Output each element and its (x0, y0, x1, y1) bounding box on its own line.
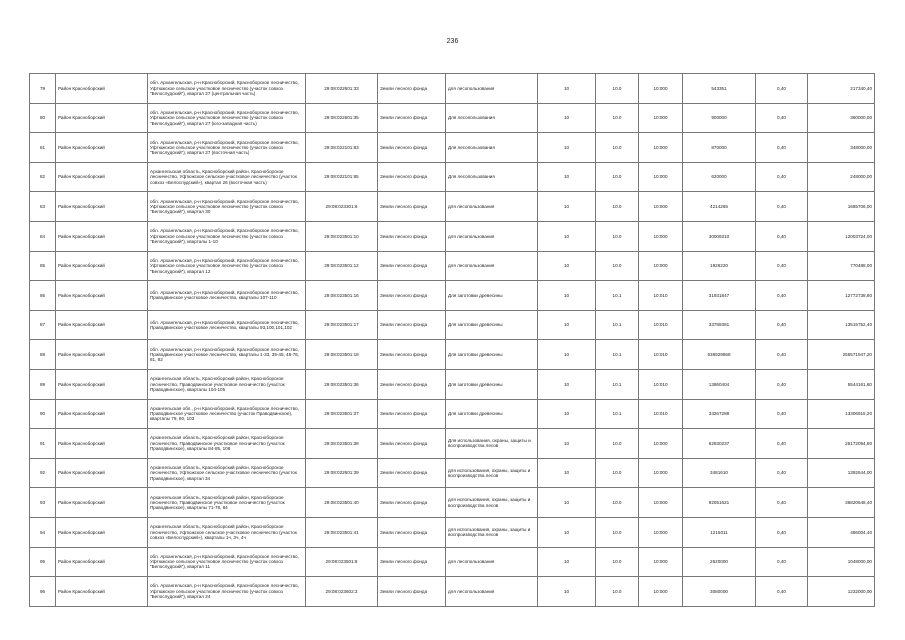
table-row (30, 340, 875, 370)
permitted-use-cell: Для лесопользования (446, 103, 538, 133)
code-2-cell: 10.0 (596, 133, 639, 163)
cadastral-value-cell: 248000,00 (808, 162, 875, 192)
permitted-use-cell: для использования, охраны, защиты и воспроизводства лесов (446, 488, 538, 518)
address-cell: Архангельская область, Красноборский район, Красноборское лесничество, Уфтюжское сельское участковое лесничество (участок совхоз «Белослудский»), квартал 26 (восточная часть) (148, 162, 306, 192)
land-category-cell: Земли лесного фонда (378, 458, 446, 488)
page-number: 236 (446, 38, 459, 45)
address-cell: Архангельская область, Красноборский район, Красноборское лесничество, Праводвинское участковое лесничество (участок Праводвинское), кварталы 84-85, 106 (148, 429, 306, 459)
table-row (30, 103, 875, 133)
row-number: 90 (30, 399, 56, 429)
code-3-cell: 10:010 (639, 369, 683, 399)
cadastral-number-cell: 29:08:022101:83 (306, 133, 378, 163)
row-number: 83 (30, 192, 56, 222)
cadastral-table (29, 73, 875, 607)
code-2-cell: 10.0 (596, 547, 639, 577)
row-number: 79 (30, 74, 56, 104)
land-category-cell: Земли лесного фонда (378, 251, 446, 281)
row-number: 81 (30, 133, 56, 163)
area-cell: 33789381 (683, 310, 756, 340)
area-cell: 33267288 (683, 399, 756, 429)
area-cell: 31931847 (683, 281, 756, 311)
table-row (30, 281, 875, 311)
table-row (30, 547, 875, 577)
row-number: 96 (30, 577, 56, 607)
cadastral-number-cell: 29:08:023501:38 (306, 429, 378, 459)
table-row (30, 517, 875, 547)
area-cell: 620000 (683, 162, 756, 192)
district-cell: Район Красноборский (56, 369, 148, 399)
code-3-cell: 10:000 (639, 133, 683, 163)
table-row (30, 369, 875, 399)
rate-cell: 0,40 (756, 458, 808, 488)
area-cell: 3080000 (683, 577, 756, 607)
code-3-cell: 10:000 (639, 547, 683, 577)
code-1-cell: 10 (538, 458, 596, 488)
cadastral-number-cell: 29:08:023501:17 (306, 310, 378, 340)
code-1-cell: 10 (538, 133, 596, 163)
code-2-cell: 10.1 (596, 399, 639, 429)
code-3-cell: 10:000 (639, 103, 683, 133)
code-3-cell: 10:000 (639, 517, 683, 547)
table-body (30, 74, 875, 607)
district-cell: Район Красноборский (56, 251, 148, 281)
cadastral-value-cell: 5544161,60 (808, 369, 875, 399)
code-1-cell: 10 (538, 162, 596, 192)
permitted-use-cell: для использования, охраны, защиты и воспроизводства лесов (446, 458, 538, 488)
code-1-cell: 10 (538, 251, 596, 281)
code-2-cell: 10.0 (596, 192, 639, 222)
cadastral-value-cell: 1685706,00 (808, 192, 875, 222)
permitted-use-cell: для лесопользования (446, 74, 538, 104)
code-1-cell: 10 (538, 429, 596, 459)
area-cell: 4214265 (683, 192, 756, 222)
land-category-cell: Земли лесного фонда (378, 192, 446, 222)
table-row (30, 251, 875, 281)
code-1-cell: 10 (538, 103, 596, 133)
code-2-cell: 10.1 (596, 340, 639, 370)
permitted-use-cell: для лесопользования (446, 547, 538, 577)
cadastral-number-cell: 29:08:022601:39 (306, 458, 378, 488)
code-3-cell: 10:010 (639, 399, 683, 429)
cadastral-value-cell: 13306915,20 (808, 399, 875, 429)
address-cell: Архангельская область, Красноборский район, Красноборское лесничество, Праводвинское участковое лесничество (участок Праводвинское), кварталы 104-105 (148, 369, 306, 399)
cadastral-value-cell: 1048000,00 (808, 547, 875, 577)
cadastral-number-cell: 29:08:023501:40 (306, 488, 378, 518)
cadastral-number-cell: 29:08:023501:37 (306, 399, 378, 429)
land-category-cell: Земли лесного фонда (378, 162, 446, 192)
code-3-cell: 10:010 (639, 340, 683, 370)
rate-cell: 0,40 (756, 251, 808, 281)
rate-cell: 0,40 (756, 547, 808, 577)
code-2-cell: 10.0 (596, 162, 639, 192)
land-category-cell: Земли лесного фонда (378, 340, 446, 370)
address-cell: обл. Архангельская, р-н Красноборский, Красноборское лесничество, Праводвинское участковое лесничество, кварталы 93,100,101,102 (148, 310, 306, 340)
permitted-use-cell: Для заготовки древесины (446, 399, 538, 429)
cadastral-value-cell: 12772738,80 (808, 281, 875, 311)
cadastral-number-cell: 29:08:023501:12 (306, 251, 378, 281)
code-3-cell: 10:010 (639, 281, 683, 311)
code-1-cell: 10 (538, 281, 596, 311)
land-category-cell: Земли лесного фонда (378, 133, 446, 163)
rate-cell: 0,40 (756, 74, 808, 104)
code-2-cell: 10.0 (596, 251, 639, 281)
code-3-cell: 10:000 (639, 74, 683, 104)
district-cell: Район Красноборский (56, 310, 148, 340)
cadastral-value-cell: 12003724,00 (808, 221, 875, 251)
code-3-cell: 10:000 (639, 192, 683, 222)
permitted-use-cell: для лесопользования (446, 192, 538, 222)
cadastral-value-cell: 360000,00 (808, 103, 875, 133)
cadastral-value-cell: 217340,40 (808, 74, 875, 104)
district-cell: Район Красноборский (56, 74, 148, 104)
permitted-use-cell: для лесопользования (446, 251, 538, 281)
code-2-cell: 10.0 (596, 221, 639, 251)
cadastral-number-cell: 29:08:023501:10 (306, 221, 378, 251)
district-cell: Район Красноборский (56, 162, 148, 192)
row-number: 92 (30, 458, 56, 488)
cadastral-number-cell: 29:08:023301:6 (306, 192, 378, 222)
land-category-cell: Земли лесного фонда (378, 103, 446, 133)
district-cell: Район Красноборский (56, 547, 148, 577)
rate-cell: 0,40 (756, 488, 808, 518)
permitted-use-cell: Для заготовки древесины (446, 340, 538, 370)
land-category-cell: Земли лесного фонда (378, 281, 446, 311)
table-row (30, 577, 875, 607)
area-cell: 3481610 (683, 458, 756, 488)
area-cell: 62930237 (683, 429, 756, 459)
code-3-cell: 10:000 (639, 221, 683, 251)
code-2-cell: 10.1 (596, 310, 639, 340)
permitted-use-cell: Для заготовки древесины (446, 310, 538, 340)
land-category-cell: Земли лесного фонда (378, 429, 446, 459)
permitted-use-cell: Для заготовки древесины (446, 281, 538, 311)
district-cell: Район Красноборский (56, 221, 148, 251)
address-cell: обл. Архангельская, р-н Красноборский, Красноборское лесничество, Праводвинское участковое лесничество, кварталы 107-110 (148, 281, 306, 311)
address-cell: обл. Архангельская, р-н Красноборский, Красноборское лесничество, Уфтюжское сельское участковое лесничество (участок совхоз "Белослудский"), кварталы 1-10 (148, 221, 306, 251)
permitted-use-cell: для лесопользования (446, 577, 538, 607)
land-category-cell: Земли лесного фонда (378, 488, 446, 518)
address-cell: обл. Архангельская, р-н Красноборский, Красноборское лесничество, Уфтюжское сельское участковое лесничество (участок совхоз "Белослудский"), квартал 24 (148, 577, 306, 607)
land-category-cell: Земли лесного фонда (378, 547, 446, 577)
area-cell: 900000 (683, 103, 756, 133)
address-cell: обл. Архангельская, р-н Красноборский, Красноборское лесничество, Уфтюжское сельское участковое лесничество (участок совхоз "Белослудский"), квартал 11 (148, 547, 306, 577)
land-category-cell: Земли лесного фонда (378, 399, 446, 429)
code-3-cell: 10:000 (639, 577, 683, 607)
land-category-cell: Земли лесного фонда (378, 517, 446, 547)
cadastral-number-cell: 29:08:023501:8 (306, 547, 378, 577)
rate-cell: 0,40 (756, 429, 808, 459)
table-row (30, 429, 875, 459)
code-3-cell: 10:000 (639, 458, 683, 488)
code-1-cell: 10 (538, 577, 596, 607)
district-cell: Район Красноборский (56, 281, 148, 311)
cadastral-value-cell: 770488,00 (808, 251, 875, 281)
table-row (30, 221, 875, 251)
code-2-cell: 10.0 (596, 577, 639, 607)
code-2-cell: 10.0 (596, 488, 639, 518)
land-category-cell: Земли лесного фонда (378, 221, 446, 251)
permitted-use-cell: Для использования, охраны, защиты и воспроизводства лесов (446, 429, 538, 459)
code-3-cell: 10:010 (639, 310, 683, 340)
cadastral-value-cell: 13515752,40 (808, 310, 875, 340)
land-category-cell: Земли лесного фонда (378, 369, 446, 399)
address-cell: Архангельская обл., р-н Красноборский, Красноборское лесничество, Праводвинское участковое лесничество (участок Праводвинское), кварталы 79, 80, 103 (148, 399, 306, 429)
rate-cell: 0,40 (756, 310, 808, 340)
row-number: 89 (30, 369, 56, 399)
table-row (30, 133, 875, 163)
address-cell: Архангельская область, Красноборский район, Красноборское лесничество, Уфтюжское сельское участковое лесничество (участок совхоз «Белослудский»), кварталы 1ч, 3ч, 4ч (148, 517, 306, 547)
land-category-cell: Земли лесного фонда (378, 577, 446, 607)
code-2-cell: 10.1 (596, 369, 639, 399)
district-cell: Район Красноборский (56, 399, 148, 429)
permitted-use-cell: для использования, охраны, защиты и воспроизводства лесов (446, 517, 538, 547)
land-category-cell: Земли лесного фонда (378, 310, 446, 340)
cadastral-number-cell: 29:08:022601:33 (306, 74, 378, 104)
code-1-cell: 10 (538, 221, 596, 251)
cadastral-number-cell: 29:08:022101:85 (306, 162, 378, 192)
district-cell: Район Красноборский (56, 458, 148, 488)
code-1-cell: 10 (538, 547, 596, 577)
area-cell: 638929868 (683, 340, 756, 370)
area-cell: 92051621 (683, 488, 756, 518)
cadastral-number-cell: 29:08:023501:41 (306, 517, 378, 547)
cadastral-value-cell: 36820648,40 (808, 488, 875, 518)
table-row (30, 488, 875, 518)
code-1-cell: 10 (538, 74, 596, 104)
cadastral-number-cell: 29:08:023501:18 (306, 340, 378, 370)
cadastral-value-cell: 486004,40 (808, 517, 875, 547)
rate-cell: 0,40 (756, 221, 808, 251)
row-number: 85 (30, 251, 56, 281)
rate-cell: 0,40 (756, 103, 808, 133)
table-row (30, 74, 875, 104)
code-1-cell: 10 (538, 310, 596, 340)
table-row (30, 458, 875, 488)
cadastral-value-cell: 348000,00 (808, 133, 875, 163)
code-1-cell: 10 (538, 340, 596, 370)
row-number: 82 (30, 162, 56, 192)
code-1-cell: 10 (538, 192, 596, 222)
area-cell: 30009310 (683, 221, 756, 251)
code-1-cell: 10 (538, 369, 596, 399)
permitted-use-cell: Для заготовки древесины (446, 369, 538, 399)
cadastral-number-cell: 29:08:023501:36 (306, 369, 378, 399)
permitted-use-cell: для лесопользования (446, 221, 538, 251)
row-number: 93 (30, 488, 56, 518)
row-number: 80 (30, 103, 56, 133)
address-cell: Архангельская область, Красноборский район, Красноборское лесничество, Праводвинское участковое лесничество (участок Праводвинское), кварталы 71-78, 84 (148, 488, 306, 518)
cadastral-value-cell: 1232000,00 (808, 577, 875, 607)
rate-cell: 0,40 (756, 133, 808, 163)
area-cell: 1926220 (683, 251, 756, 281)
district-cell: Район Красноборский (56, 429, 148, 459)
address-cell: обл. Архангельская, р-н Красноборский, Красноборское лесничество, Уфтюжское сельское участковое лесничество (участок совхоз "Белослудский"), квартал 30 (148, 192, 306, 222)
address-cell: обл. Архангельская, р-н Красноборский, Красноборское лесничество, Праводвинское участковое лесничество, кварталы 1-33, 35-45, 48-76, 81, 82 (148, 340, 306, 370)
area-cell: 1215011 (683, 517, 756, 547)
code-2-cell: 10.0 (596, 429, 639, 459)
row-number: 94 (30, 517, 56, 547)
rate-cell: 0,40 (756, 577, 808, 607)
row-number: 95 (30, 547, 56, 577)
row-number: 91 (30, 429, 56, 459)
district-cell: Район Красноборский (56, 192, 148, 222)
cadastral-number-cell: 29:08:023501:16 (306, 281, 378, 311)
cadastral-number-cell: 29:08:023602:3 (306, 577, 378, 607)
cadastral-number-cell: 29:08:022601:35 (306, 103, 378, 133)
table-row (30, 310, 875, 340)
district-cell: Район Красноборский (56, 340, 148, 370)
row-number: 87 (30, 310, 56, 340)
code-2-cell: 10.0 (596, 517, 639, 547)
cadastral-value-cell: 255571947,20 (808, 340, 875, 370)
rate-cell: 0,40 (756, 399, 808, 429)
code-1-cell: 10 (538, 399, 596, 429)
address-cell: обл. Архангельская, р-н Красноборский, Красноборское лесничество, Уфтюжское сельское участковое лесничество (участок совхоз "Белослудский"), квартал 27 (юго-западная часть) (148, 103, 306, 133)
table-row (30, 192, 875, 222)
district-cell: Район Красноборский (56, 517, 148, 547)
code-2-cell: 10.0 (596, 103, 639, 133)
district-cell: Район Красноборский (56, 577, 148, 607)
area-cell: 870000 (683, 133, 756, 163)
table-row (30, 162, 875, 192)
cadastral-value-cell: 1392644,00 (808, 458, 875, 488)
code-3-cell: 10:000 (639, 429, 683, 459)
district-cell: Район Красноборский (56, 103, 148, 133)
row-number: 86 (30, 281, 56, 311)
address-cell: Архангельская область, Красноборский район, Красноборское лесничество, Уфтюжское сельское участковое лесничество (участок Праводвинское), квартал 34 (148, 458, 306, 488)
rate-cell: 0,40 (756, 340, 808, 370)
code-3-cell: 10:000 (639, 488, 683, 518)
code-2-cell: 10.1 (596, 281, 639, 311)
row-number: 88 (30, 340, 56, 370)
code-3-cell: 10:000 (639, 251, 683, 281)
rate-cell: 0,40 (756, 369, 808, 399)
row-number: 84 (30, 221, 56, 251)
area-cell: 543351 (683, 74, 756, 104)
address-cell: обл. Архангельская, р-н Красноборский, Красноборское лесничество, Уфтюжское сельское участковое лесничество (участок совхоз "Белослудский"), квартал 27 (восточная часть) (148, 133, 306, 163)
code-2-cell: 10.0 (596, 458, 639, 488)
address-cell: обл. Архангельская, р-н Красноборский, Красноборское лесничество, Уфтюжское сельское участковое лесничество (участок совхоз "Белослудский"), квартал 12 (148, 251, 306, 281)
code-1-cell: 10 (538, 517, 596, 547)
district-cell: Район Красноборский (56, 488, 148, 518)
area-cell: 2620000 (683, 547, 756, 577)
rate-cell: 0,40 (756, 192, 808, 222)
table-row (30, 399, 875, 429)
land-category-cell: Земли лесного фонда (378, 74, 446, 104)
permitted-use-cell: Для лесопользования (446, 133, 538, 163)
rate-cell: 0,40 (756, 162, 808, 192)
code-1-cell: 10 (538, 488, 596, 518)
area-cell: 13860404 (683, 369, 756, 399)
district-cell: Район Красноборский (56, 133, 148, 163)
code-3-cell: 10:000 (639, 162, 683, 192)
rate-cell: 0,40 (756, 517, 808, 547)
cadastral-value-cell: 25172094,80 (808, 429, 875, 459)
rate-cell: 0,40 (756, 281, 808, 311)
permitted-use-cell: Для лесопользования (446, 162, 538, 192)
address-cell: обл. Архангельская, р-н Красноборский, Красноборское лесничество, Уфтюжское сельское участковое лесничество (участок совхоз "Белослудский"), квартал 27 (центральная часть) (148, 74, 306, 104)
code-2-cell: 10.0 (596, 74, 639, 104)
